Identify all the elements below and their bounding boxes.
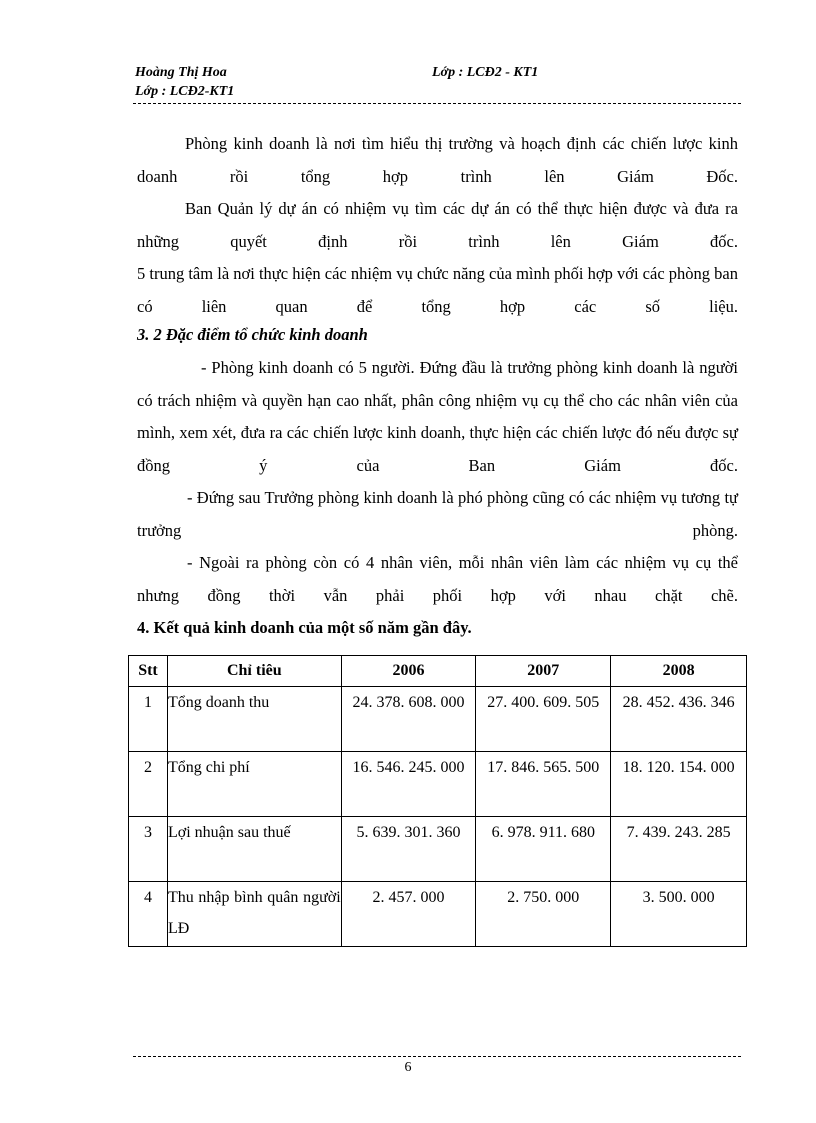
paragraph-sales-dept-staff: - Phòng kinh doanh có 5 người. Đứng đầu là trưởng phòng kinh doanh là người có trách nhiệm và quyền hạn cao nhất, phân công nhiệm vụ cụ thể cho các nhân viên của mình, xem xét, đưa ra các chiến lược kinh doanh, thực hiện các chiến lược đó nếu được sự đồng ý của Ban Giám đốc. [137, 358, 738, 475]
paragraph-deputy-head: - Đứng sau Trưởng phòng kinh doanh là phó phòng cũng có các nhiệm vụ tương tự trưởng phòng. [137, 488, 738, 540]
table-row [129, 752, 747, 817]
cell-stt: 3 [129, 817, 168, 882]
header-indicator: Chỉ tiêu [167, 656, 341, 687]
table-header-row [129, 656, 747, 687]
table-row [129, 687, 747, 752]
cell-2008: 7. 439. 243. 285 [611, 817, 747, 882]
cell-stt: 2 [129, 752, 168, 817]
cell-stt: 4 [129, 882, 168, 947]
cell-2007: 27. 400. 609. 505 [476, 687, 611, 752]
header-class-left: Lớp : LCĐ2-KT1 [135, 84, 235, 99]
section-heading-4: 4. Kết quả kinh doanh của một số năm gần đây. [137, 618, 472, 637]
header-2008: 2008 [611, 656, 747, 687]
page-number: 6 [404, 1060, 412, 1075]
cell-2008: 3. 500. 000 [611, 882, 747, 947]
cell-indicator: Tổng doanh thu [167, 687, 341, 752]
header-author: Hoàng Thị Hoa [135, 65, 227, 80]
business-results-table [128, 655, 747, 947]
paragraph-sales-dept: Phòng kinh doanh là nơi tìm hiểu thị trường và hoạch định các chiến lược kinh doanh rồi tổng hợp trình lên Giám Đốc. [137, 134, 738, 186]
cell-indicator: Thu nhập bình quân người LĐ [167, 882, 341, 947]
cell-2006: 24. 378. 608. 000 [341, 687, 476, 752]
cell-indicator: Lợi nhuận sau thuế [167, 817, 341, 882]
cell-2007: 2. 750. 000 [476, 882, 611, 947]
paragraph-project-board: Ban Quản lý dự án có nhiệm vụ tìm các dự án có thể thực hiện được và đưa ra những quyết định rồi trình lên Giám đốc. [137, 199, 738, 251]
header-divider [133, 103, 741, 104]
cell-indicator: Tổng chi phí [167, 752, 341, 817]
cell-stt: 1 [129, 687, 168, 752]
header-class-center: Lớp : LCĐ2 - KT1 [432, 65, 539, 80]
paragraph-employees: - Ngoài ra phòng còn có 4 nhân viên, mỗi nhân viên làm các nhiệm vụ cụ thể nhưng đồng thời vẫn phải phối hợp với nhau chặt chẽ. [137, 553, 738, 605]
table-row [129, 817, 747, 882]
cell-2006: 2. 457. 000 [341, 882, 476, 947]
cell-2007: 6. 978. 911. 680 [476, 817, 611, 882]
header-2007: 2007 [476, 656, 611, 687]
footer-divider [133, 1056, 741, 1057]
cell-2007: 17. 846. 565. 500 [476, 752, 611, 817]
cell-2008: 18. 120. 154. 000 [611, 752, 747, 817]
header-2006: 2006 [341, 656, 476, 687]
paragraph-five-centers: 5 trung tâm là nơi thực hiện các nhiệm vụ chức năng của mình phối hợp với các phòng ban có liên quan để tổng hợp các số liệu. [137, 264, 738, 316]
section-heading-3-2: 3. 2 Đặc điểm tổ chức kinh doanh [137, 325, 368, 344]
cell-2006: 5. 639. 301. 360 [341, 817, 476, 882]
table-row [129, 882, 747, 947]
cell-2008: 28. 452. 436. 346 [611, 687, 747, 752]
header-stt: Stt [129, 656, 168, 687]
cell-2006: 16. 546. 245. 000 [341, 752, 476, 817]
